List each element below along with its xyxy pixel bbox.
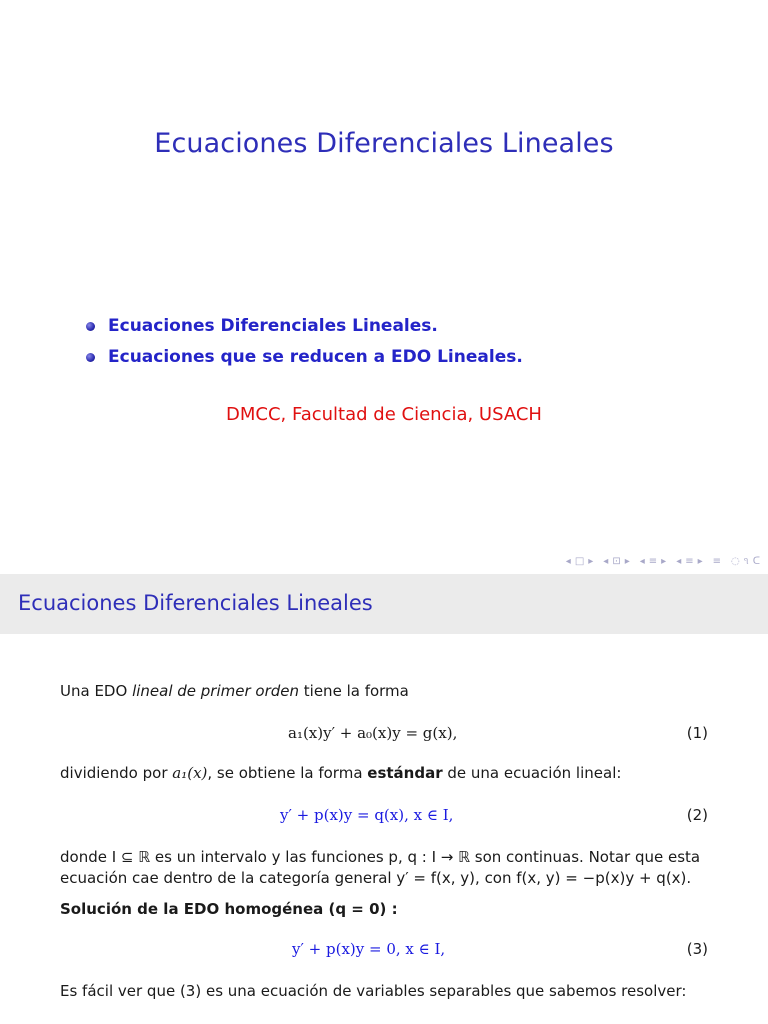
nav-next-frame-icon[interactable]: ▸ [588, 556, 594, 567]
nav-search-icon[interactable]: ૧ [743, 556, 749, 567]
nav-prev-subsection-icon[interactable]: ◂ [603, 556, 609, 567]
content-slide [0, 574, 768, 1024]
nav-next-section-icon[interactable]: ▸ [661, 556, 667, 567]
intro-text-end: tiene la forma [299, 682, 409, 700]
list-item [84, 312, 523, 343]
nav-prev-section-icon[interactable]: ◂ [639, 556, 645, 567]
nav-prev-part-icon[interactable]: ◂ [676, 556, 682, 567]
intro-text: Una EDO [60, 682, 133, 700]
nav-subsection-icon[interactable]: ⊡ [612, 556, 621, 567]
nav-forward-icon[interactable]: ᑕ [752, 556, 760, 567]
equation-3: y′ + p(x)y = 0, x ∈ I, [292, 940, 446, 958]
bullet-icon [86, 353, 95, 362]
bullet-icon [86, 322, 95, 331]
nav-next-part-icon[interactable]: ▸ [697, 556, 703, 567]
divide-text-mid: , se obtiene la forma [207, 764, 368, 782]
where-line-2: ecuación cae dentro de la categoría general y′ = f(x, y), con f(x, y) = −p(x)y + q(x). [60, 869, 692, 887]
equation-3-number: (3) [686, 940, 708, 958]
nav-appendix-icon[interactable]: ≡ [712, 556, 722, 567]
list-item-label: Ecuaciones Diferenciales Lineales. [108, 316, 438, 336]
divide-text: dividiendo por [60, 764, 173, 782]
beamer-navigation-bar[interactable] [566, 556, 760, 567]
frame-title: Ecuaciones Diferenciales Lineales [18, 591, 373, 615]
list-item-label: Ecuaciones que se reducen a EDO Lineales. [108, 347, 523, 367]
equation-2: y′ + p(x)y = q(x), x ∈ I, [280, 806, 454, 824]
nav-prev-frame-icon[interactable]: ◂ [565, 556, 571, 567]
topic-list [84, 312, 523, 374]
divide-bold: estándar [367, 764, 443, 782]
final-paragraph: Es fácil ver que (3) es una ecuación de variables separables que sabemos resolver: [60, 982, 687, 1000]
divide-text-end: de una ecuación lineal: [442, 764, 622, 782]
slide-title: Ecuaciones Diferenciales Lineales [154, 128, 614, 159]
where-line-1: donde I ⊆ ℝ es un intervalo y las funciones p, q : I → ℝ son continuas. Notar que esta [60, 848, 701, 866]
nav-section-icon[interactable]: ≡ [648, 556, 658, 567]
homogeneous-heading: Solución de la EDO homogénea (q = 0) : [60, 900, 398, 918]
intro-emphasis: lineal de primer orden [132, 682, 300, 700]
divide-math: a₁(x) [172, 764, 208, 782]
equation-2-number: (2) [686, 806, 708, 824]
nav-part-icon[interactable]: ≡ [685, 556, 694, 567]
equation-1: a₁(x)y′ + a₀(x)y = g(x), [288, 724, 458, 742]
list-item [84, 343, 523, 374]
equation-1-number: (1) [686, 724, 708, 742]
author-affiliation: DMCC, Facultad de Ciencia, USACH [226, 404, 542, 425]
nav-next-subsection-icon[interactable]: ▸ [624, 556, 630, 567]
frame-header [0, 574, 768, 634]
intro-paragraph [60, 682, 409, 700]
nav-back-icon[interactable]: ◌ [731, 556, 740, 567]
divide-paragraph [60, 764, 621, 782]
nav-frame-icon[interactable]: □ [574, 556, 585, 567]
